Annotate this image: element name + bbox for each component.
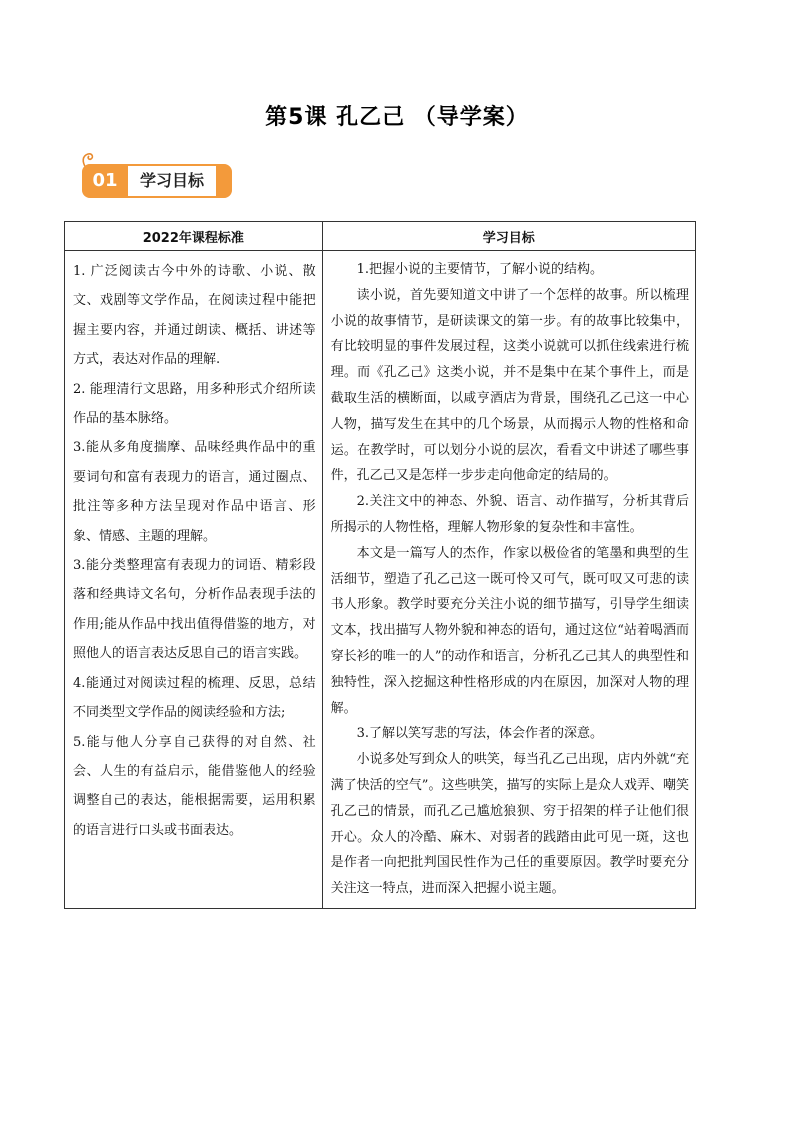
header-goals: 学习目标 [322,222,695,251]
standard-item: 3.能分类整理富有表现力的词语、精彩段落和经典诗文名句，分析作品表现手法的作用;能从作品中找出值得借鉴的地方，对照他人的语言表达反思自己的语言实践。 [73,558,316,662]
goal-heading: 1.把握小说的主要情节，了解小说的结构。 [356,262,603,277]
goal-body: 本文是一篇写人的杰作，作家以极俭省的笔墨和典型的生活细节，塑造了孔乙己这一既可怜又可气，既可叹又可悲的读书人形象。教学时要充分关注小说的细节描写，引导学生细读文本，找出描写人物外貌和神态的语句，通过这位“站着喝酒而穿长衫的唯一的人”的动作和语言，分析孔乙己其人的典型性和独特性，深入挖掘这种性格形成的内在原因，加深对人物的理解。 [330,545,689,716]
goal-heading: 3.了解以笑写悲的写法，体会作者的深意。 [356,726,603,742]
standard-item: 4.能通过对阅读过程的梳理、反思，总结不同类型文学作品的阅读经验和方法; [73,675,316,721]
goal-body: 读小说，首先要知道文中讲了一个怎样的故事。所以梳理小说的故事情节，是研读课文的第一步。有的故事比较集中，有比较明显的事件发展过程，这类小说就可以抓住线索进行梳理。而《孔乙己》这类小说，并不是集中在某个事件上，而是截取生活的横断面，以咸亨酒店为背景，围绕孔乙己这一中心人物，描写发生在其中的几个场景，从而揭示人物的性格和命运。在教学时，可以划分小说的层次，看看文中讲述了哪些事件，孔乙己又是怎样一步步走向他命定的结局的。 [330,287,689,484]
standard-item: 1. 广泛阅读古今中外的诗歌、小说、散文、戏剧等文学作品，在阅读过程中能把握主要内容，并通过朗读、概括、讲述等方式，表达对作品的理解. [73,264,316,368]
standards-cell [65,251,323,909]
table-header-row [65,222,696,251]
header-standards: 2022年课程标准 [65,222,323,251]
standard-item: 5.能与他人分享自己获得的对自然、社会、人生的有益启示，能借鉴他人的经验调整自己的表达，能根据需要，运用积累的语言进行口头或书面表达。 [73,734,316,838]
goals-table [64,221,696,909]
goal-body: 小说多处写到众人的哄笑，每当孔乙己出现，店内外就“充满了快活的空气”。这些哄笑，描写的实际上是众人戏弄、嘲笑孔乙己的情景，而孔乙己尴尬狼狈、穷于招架的样子让他们很开心。众人的冷酷、麻木、对弱者的践踏由此可见一斑，这也是作者一向把批判国民性作为己任的重要原因。教学时要充分关注这一特点，进而深入把握小说主题。 [330,752,689,897]
section-number: 01 [82,164,128,198]
standard-item: 2. 能理清行文思路，用多种形式介绍所读作品的基本脉络。 [73,381,316,427]
table-row [65,251,696,909]
goals-cell [322,251,695,909]
goal-heading: 2.关注文中的神态、外貌、语言、动作描写，分析其背后所揭示的人物性格，理解人物形象的复杂性和丰富性。 [330,494,689,535]
section-label: 学习目标 [128,164,218,198]
page-title: 第5课 孔乙己 （导学案） [265,105,529,130]
section-tag [76,148,236,208]
section-tag-tail [218,164,232,198]
standard-item: 3.能从多角度揣摩、品味经典作品中的重要词句和富有表现力的语言，通过圈点、批注等多种方法呈现对作品中语言、形象、情感、主题的理解。 [73,440,316,544]
